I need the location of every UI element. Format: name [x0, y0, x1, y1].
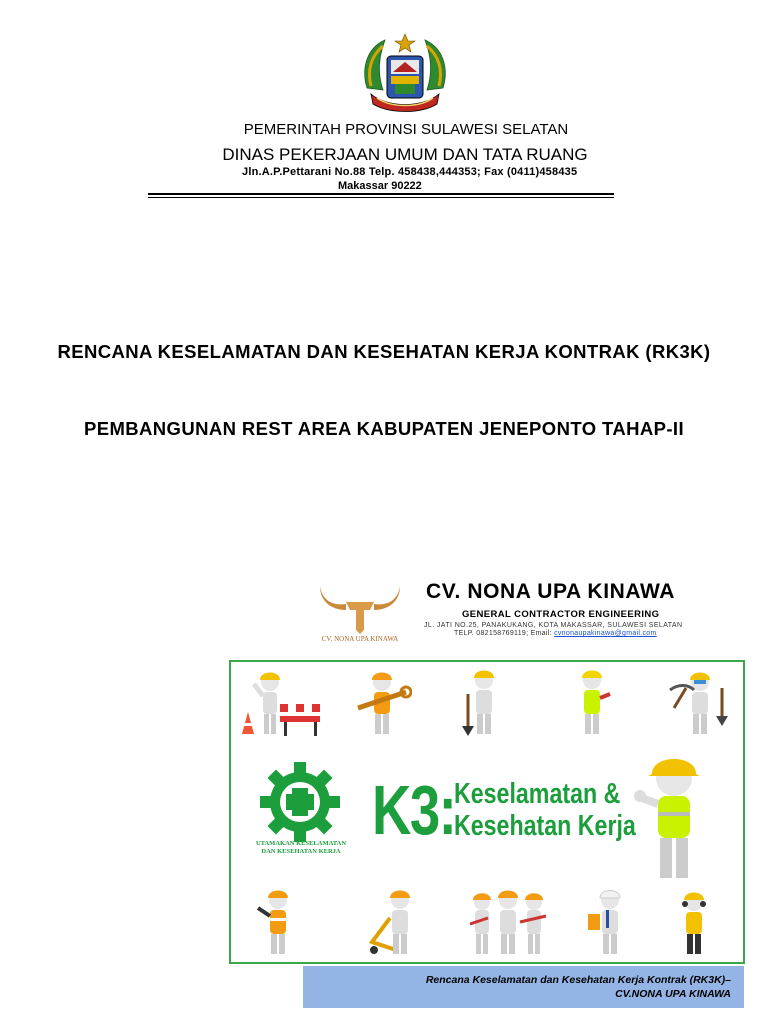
- gear-caption-line2: DAN KESEHATAN KERJA: [261, 848, 341, 855]
- company-logo-caption: CV. NONA UPA KINAWA: [321, 635, 399, 643]
- k3-subtitle-line2: Kesehatan Kerja: [454, 810, 636, 842]
- letterhead-rule-thin: [148, 197, 614, 198]
- footer-box: [303, 966, 744, 1008]
- document-title: RENCANA KESELAMATAN DAN KESEHATAN KERJA KONTRAK (RK3K): [57, 341, 711, 362]
- worker-orange-vest-icon: [250, 888, 304, 958]
- k3-heading: K3:: [372, 771, 456, 849]
- worker-road-barrier-icon: [236, 668, 328, 738]
- worker-hand-truck-icon: [356, 888, 422, 958]
- worker-earmuffs-icon: [674, 888, 714, 958]
- department-city: Makassar 90222: [338, 180, 422, 192]
- department-address: Jln.A.P.Pettarani No.88 Telp. 458438,444353; Fax (0411)458435: [242, 166, 578, 178]
- safety-gear-icon: [250, 762, 350, 842]
- government-name: PEMERINTAH PROVINSI SULAWESI SELATAN: [243, 121, 569, 138]
- company-address: JL. JATI NO.25, PANAKUKANG, KOTA MAKASSAR, SULAWESI SELATAN: [424, 622, 683, 629]
- company-contact: [454, 630, 657, 637]
- worker-vest-icon: [568, 668, 618, 738]
- worker-thumbs-up-icon: [628, 752, 710, 882]
- worker-wrench-icon: [352, 668, 412, 738]
- k3-subtitle-line1: Keselamatan &: [454, 778, 621, 810]
- company-email-link[interactable]: cvnonaupakinawa@gmail.com: [554, 630, 657, 637]
- footer-company-name: CV.NONA UPA KINAWA: [615, 988, 731, 1000]
- project-title: PEMBANGUNAN REST AREA KABUPATEN JENEPONTO TAHAP-II: [83, 418, 685, 439]
- worker-clipboard-icon: [584, 888, 634, 958]
- footer-document-title: Rencana Keselamatan dan Kesehatan Kerja Kontrak (RK3K)–: [425, 974, 731, 986]
- department-name: DINAS PEKERJAAN UMUM DAN TATA RUANG: [222, 145, 588, 164]
- company-logo-icon: [312, 580, 408, 644]
- gear-caption-line1: UTAMAKAN KESELAMATAN: [255, 840, 347, 847]
- letterhead-rule-thick: [148, 193, 614, 195]
- worker-shovel-icon: [456, 668, 506, 738]
- worker-pickaxe-icon: [664, 668, 736, 738]
- provincial-emblem-icon: [357, 28, 453, 116]
- worker-team-icon: [460, 888, 556, 958]
- company-tagline: GENERAL CONTRACTOR ENGINEERING: [462, 609, 660, 620]
- company-phone: TELP. 082158769119; Email:: [454, 630, 555, 637]
- company-name: CV. NONA UPA KINAWA: [426, 580, 676, 603]
